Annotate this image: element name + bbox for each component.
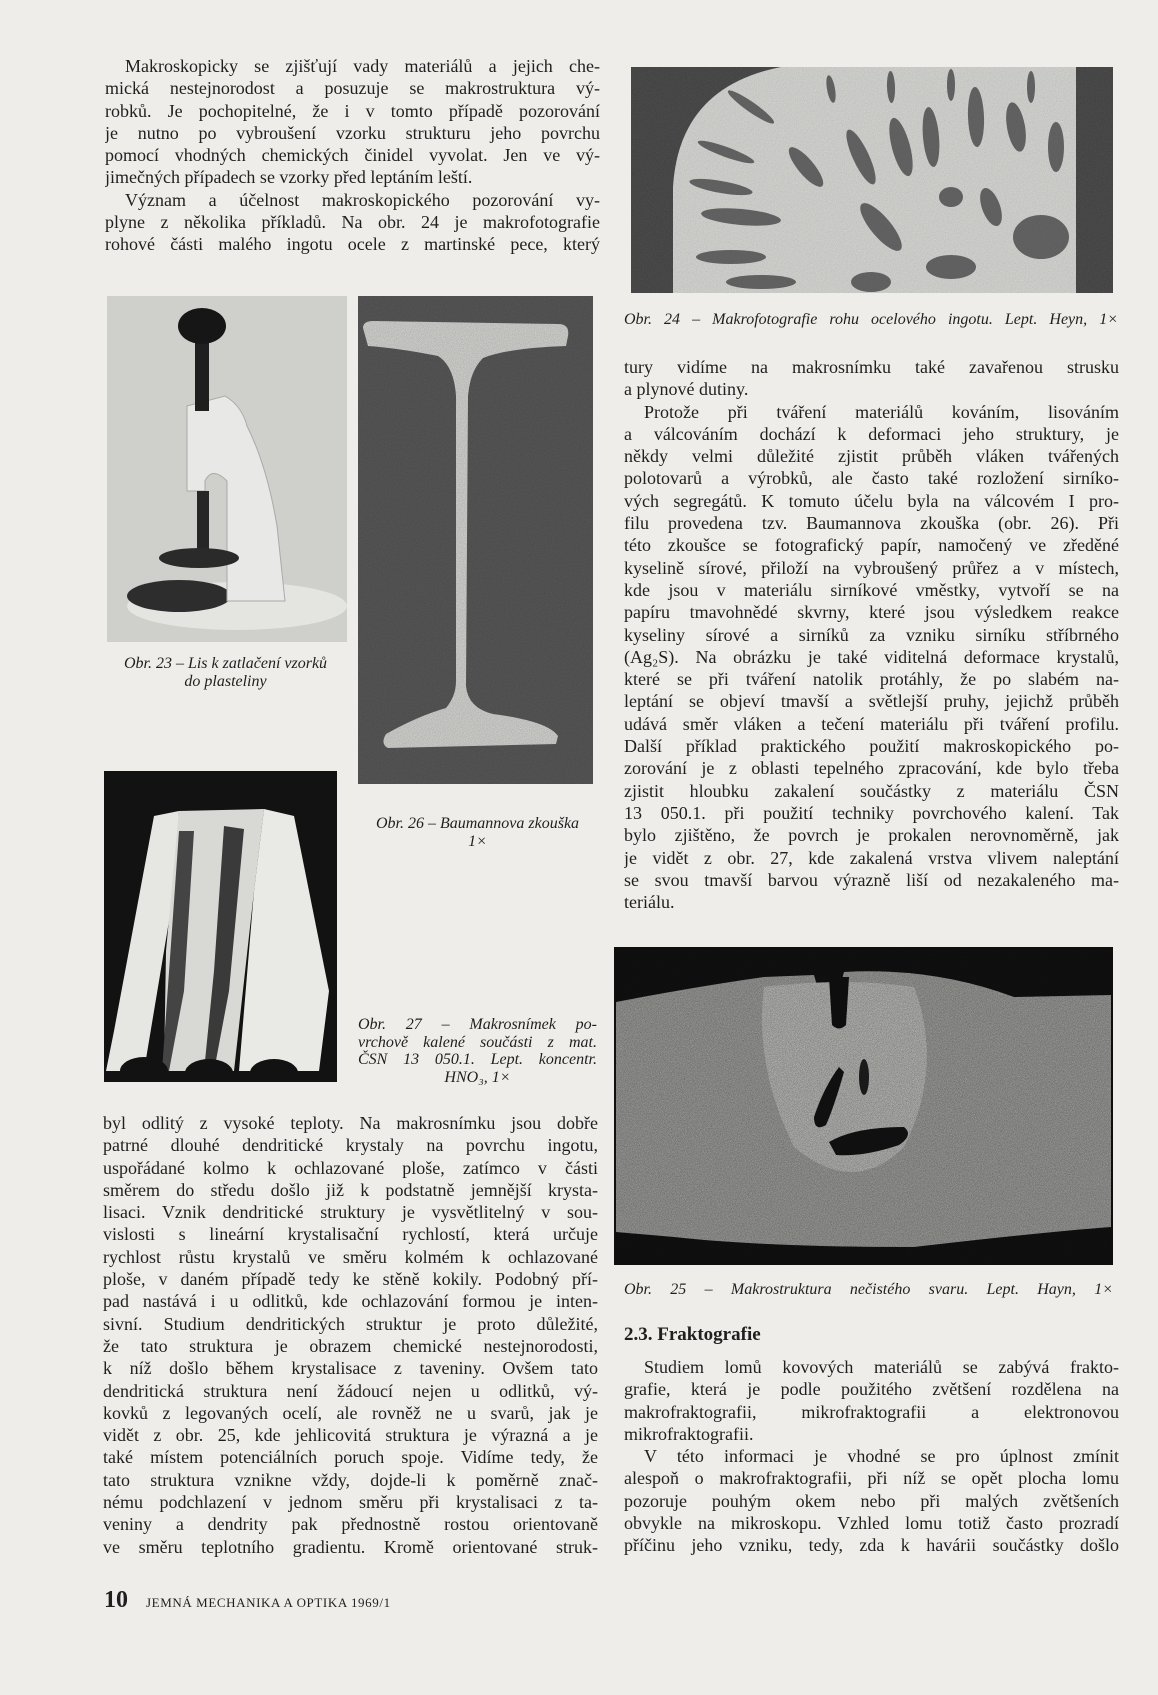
- text-line: nému podchlazení v jednom směru při krystalisaci z ta-: [103, 1492, 598, 1513]
- caption-line: Obr. 27 – Makrosnímek po-: [358, 1016, 597, 1033]
- text-line: kovků z legovaných ocelí, ale rovněž ne u svarů, jak je: [103, 1402, 598, 1423]
- text-line: pomocí vhodných chemických činidel vyvolat. Jen ve vý-: [105, 145, 600, 166]
- text-line: k níž došlo během krystalisace z taveniny. Ovšem tato: [103, 1358, 598, 1379]
- text-line: vislosti s lineární krystalisační rychlostí, která určuje: [103, 1224, 598, 1245]
- page-number: 10: [104, 1587, 128, 1613]
- caption-line: ČSN 13 050.1. Lept. koncentr.: [358, 1051, 597, 1068]
- text-line: uspořádané kolmo k ochlazované ploše, zatímco v části: [103, 1157, 598, 1178]
- text-line: udává směr vláken a tečení materiálu při tváření profilu.: [624, 713, 1119, 734]
- text-line: vidět z obr. 25, kde jehlicovitá struktura je výrazná a je: [103, 1425, 598, 1446]
- caption-line: do plasteliny: [184, 673, 267, 690]
- text-line: filu provedena tzv. Baumannova zkouška (obr. 26). Při: [624, 513, 1119, 534]
- text-line: veniny a dendrity pak přednostně rostou orientovaně: [103, 1514, 598, 1535]
- text-line: pad nastává i u odlitků, kde ochlazování formou je inten-: [103, 1291, 598, 1312]
- text-line: že tato struktura je obrazem chemické nestejnorodosti,: [103, 1335, 598, 1356]
- text-line: V této informaci je vhodné se pro úplnost zmínit: [644, 1446, 1119, 1467]
- text-line: někdy velmi důležité zjistit průběh vláken tvářených: [624, 446, 1119, 467]
- figure-25-weld-macrostructure: [614, 947, 1113, 1265]
- text-line: alespoň o makrofraktografii, při níž se opět plocha lomu: [624, 1468, 1119, 1489]
- text-line: Protože při tváření materiálů kováním, lisováním: [644, 401, 1119, 422]
- text-line: Studiem lomů kovových materiálů se zabývá frakto-: [644, 1357, 1119, 1377]
- text-line: teriálu.: [624, 892, 675, 913]
- text-line: bylo zjištěno, že povrch je prokalen nerovnoměrně, jak: [624, 825, 1119, 846]
- text-line: se svou tmavší barvou výrazně liší od nezakaleného ma-: [624, 869, 1119, 890]
- text-line: patrné dlouhé dendritické krystaly na povrchu ingotu,: [103, 1135, 598, 1156]
- caption-line: Obr. 26 – Baumannova zkouška: [375, 815, 580, 832]
- text-line: které se při tváření natolik protáhly, že po slabém na-: [624, 669, 1119, 690]
- text-line: sivní. Studium dendritických struktur je proto důležité,: [103, 1313, 598, 1334]
- text-line: a plynové dutiny.: [624, 379, 749, 400]
- text-line: jimečných případech se vzorky před leptáním leští.: [105, 167, 473, 188]
- caption-line: vrchově kalené součásti z mat.: [358, 1033, 597, 1051]
- text-line: mická nestejnorodost a posuzuje se makrostruktura vý-: [105, 78, 600, 99]
- text-line: makrofraktografii, mikrofraktografii a elektronovou: [624, 1401, 1119, 1422]
- text-line: tury vidíme na makrosnímku také zavařenou strusku: [624, 357, 1119, 377]
- text-line: zorování je z oblasti tepelného zpracování, kde bylo třeba: [624, 758, 1119, 779]
- figure-23-press-photo: [107, 296, 347, 642]
- text-line: lisaci. Vznik dendritické struktury je vysvětlitelný v sou-: [103, 1202, 598, 1223]
- text-line: a válcováním dochází k deformaci jeho struktury, je: [624, 423, 1119, 444]
- text-line: obvykle na mikroskopu. Vzhled lomu totiž často prozradí: [624, 1513, 1119, 1534]
- figure-23-caption: [104, 655, 347, 691]
- caption-line: Obr. 24 – Makrofotografie rohu ocelového ingotu. Lept. Heyn, 1×: [624, 311, 1118, 328]
- text-line: Makroskopicky se zjišťují vady materiálů a jejich che-: [125, 56, 600, 76]
- text-line: plyne z několika příkladů. Na obr. 24 je makrofotografie: [105, 212, 600, 233]
- section-text: [624, 1356, 1119, 1557]
- figure-27-caption: [358, 1016, 597, 1086]
- section-heading: 2.3. Fraktografie: [624, 1324, 761, 1345]
- text-line: leptání se objeví tmavší a světlejší pruhy, jejichž průběh: [624, 691, 1119, 712]
- text-line: rychlost růstu krystalů ve směru kolmém k ochlazované: [103, 1246, 598, 1267]
- figure-26-caption: [358, 815, 597, 851]
- paragraph: [103, 1112, 598, 1558]
- figure-26-baumann-print: [358, 296, 593, 784]
- text-line: vých segregátů. K tomuto účelu byla na válcovém I pro-: [624, 490, 1119, 511]
- text-line: zjistit hloubku zakalení součástky z materiálu ČSN: [624, 780, 1119, 801]
- paragraph: [624, 356, 1119, 401]
- text-line: příčinu jeho vzniku, tedy, zda k havárii součástky došlo: [624, 1535, 1119, 1556]
- paragraph: [624, 1445, 1119, 1556]
- text-line: ploše, v daném případě tedy ke stěně kokily. Podobný pří-: [103, 1269, 598, 1290]
- text-line: pozoruje pouhým okem nebo při malých zvětšeních: [624, 1490, 1119, 1511]
- text-line: Význam a účelnost makroskopického pozorování vy-: [125, 189, 600, 210]
- text-line: Další příklad praktického použití makroskopického po-: [624, 736, 1119, 757]
- text-line: byl odlitý z vysoké teploty. Na makrosnímku jsou dobře: [103, 1113, 598, 1133]
- text-line: kde jsou v materiálu sirníkové vměstky, vytvoří se na: [624, 579, 1119, 600]
- text-line: mikrofraktografii.: [624, 1423, 754, 1444]
- paragraph: [624, 401, 1119, 914]
- right-column-text: [624, 356, 1119, 913]
- text-line: kyseliny sírové a sirníků za vzniku sirníku stříbrného: [624, 624, 1119, 645]
- text-line: rohové části malého ingotu ocele z martinské pece, který: [105, 234, 600, 255]
- page-footer: [104, 1588, 391, 1615]
- figure-27-hardened-part-macrograph: [104, 771, 337, 1082]
- left-column-top-text: [105, 55, 600, 256]
- caption-line: Obr. 25 – Makrostruktura nečistého svaru. Lept. Hayn, 1×: [624, 1281, 1113, 1298]
- text-line: je vidět z obr. 27, kde zakalená vrstva vlivem naleptání: [624, 847, 1119, 868]
- text-line: dendritická struktura není žádoucí nejen u odlitků, vý-: [103, 1380, 598, 1401]
- text-line: (Ag₂S). Na obrázku je také viditelná deformace krystalů,: [624, 646, 1119, 667]
- text-line: tato struktura vznikne vždy, dojde-li k poměrně znač-: [103, 1469, 598, 1490]
- text-line: také místem potenciálních poruch spoje. Vidíme tedy, že: [103, 1447, 598, 1468]
- text-line: polotovarů a výrobků, ale často také rozložení sirníko-: [624, 468, 1119, 489]
- paragraph: [105, 55, 600, 189]
- figure-24-ingot-macrophoto: [631, 67, 1113, 293]
- text-line: této zkoušce se fotografický papír, namočený ve zředěné: [624, 535, 1119, 556]
- caption-line: Obr. 23 – Lis k zatlačení vzorků: [123, 655, 328, 672]
- caption-line: HNO₃, 1×: [444, 1068, 511, 1086]
- text-line: papíru tmavohnědé skvrny, které jsou výsledkem reakce: [624, 602, 1119, 623]
- text-line: kyselině sírové, přiloží na vybroušený průřez a v místech,: [624, 557, 1119, 578]
- publication-name: JEMNÁ MECHANIKA A OPTIKA 1969/1: [146, 1595, 391, 1610]
- text-line: 13 050.1. při použití techniky povrchového kalení. Tak: [624, 802, 1119, 823]
- text-line: grafie, která je podle použitého zvětšení rozdělena na: [624, 1379, 1119, 1400]
- caption-line: 1×: [468, 833, 487, 850]
- paragraph: [624, 1356, 1119, 1445]
- text-line: je nutno po vybroušení vzorku strukturu jeho povrchu: [105, 122, 600, 143]
- left-column-bottom-text: [103, 1112, 598, 1558]
- figure-25-caption: [624, 1281, 1113, 1299]
- text-line: robků. Je pochopitelné, že i v tomto případě pozorování: [105, 100, 600, 121]
- paragraph: [105, 189, 600, 256]
- figure-24-caption: [624, 311, 1118, 329]
- text-line: směrem do středu došlo již k podstatně jemnější krysta-: [103, 1179, 598, 1200]
- text-line: ve směru teplotního gradientu. Kromě orientované struk-: [103, 1536, 598, 1557]
